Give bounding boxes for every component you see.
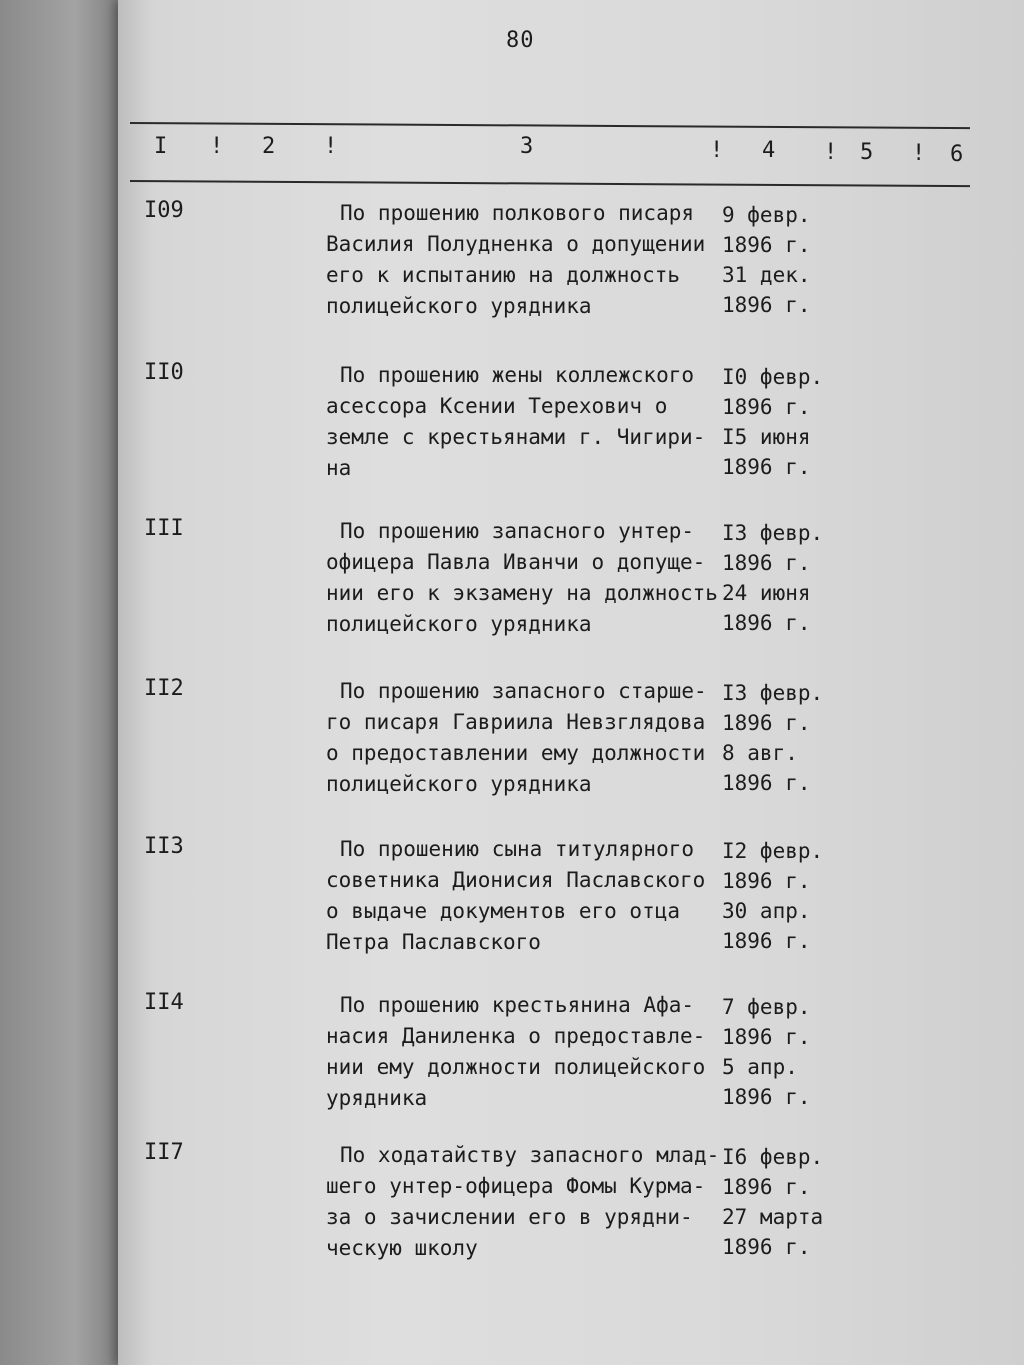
record-number: III xyxy=(144,516,184,541)
record-description-line: асессора Ксении Терехович о xyxy=(326,394,668,418)
header-separator: ! xyxy=(210,134,224,159)
header-col-2: 2 xyxy=(262,134,276,159)
page-number: 80 xyxy=(506,28,535,53)
record-description-line: По прошению запасного унтер- xyxy=(340,519,695,543)
record-number: I09 xyxy=(144,198,184,223)
record-description-line: полицейского урядника xyxy=(326,294,592,318)
record-number: II7 xyxy=(144,1140,184,1165)
record-description-line: Петра Паславского xyxy=(326,930,541,954)
record-description-line: урядника xyxy=(326,1086,428,1110)
record-description xyxy=(326,516,726,640)
record-description-line: По прошению жены коллежского xyxy=(340,363,695,387)
record-description-line: о предоставлении ему должности xyxy=(326,741,706,765)
record-date-line: 1896 г. xyxy=(722,929,811,953)
record-description xyxy=(326,1140,726,1264)
record-date-line: I3 февр. xyxy=(722,521,824,545)
record-description-line: советника Дионисия Паславского xyxy=(326,868,706,892)
record-description-line: По прошению сына титулярного xyxy=(340,837,695,861)
record-description xyxy=(326,198,726,322)
record-date-line: I2 февр. xyxy=(722,839,824,863)
header-separator: ! xyxy=(912,141,926,166)
record-description-line: на xyxy=(326,456,352,480)
record-description xyxy=(326,676,726,800)
record-description xyxy=(326,834,726,958)
record-date-line: 9 февр. xyxy=(722,203,811,227)
record-date-line: 1896 г. xyxy=(722,611,811,635)
document-page xyxy=(118,0,1024,1365)
record-dates xyxy=(722,518,823,638)
record-date-line: 1896 г. xyxy=(722,1175,811,1199)
record-dates xyxy=(722,1142,823,1262)
header-separator: ! xyxy=(824,140,838,165)
record-date-line: 1896 г. xyxy=(722,711,811,735)
record-date-line: 27 марта xyxy=(722,1205,824,1229)
record-dates xyxy=(722,992,811,1112)
header-col-4: 4 xyxy=(762,138,776,163)
record-description-line: нии его к экзамену на должность xyxy=(326,581,718,605)
record-description-line: ческую школу xyxy=(326,1236,478,1260)
record-date-line: I5 июня xyxy=(722,425,811,449)
record-date-line: 1896 г. xyxy=(722,771,811,795)
record-description-line: его к испытанию на должность xyxy=(326,263,681,287)
record-description xyxy=(326,990,726,1114)
record-description-line: полицейского урядника xyxy=(326,612,592,636)
header-col-5: 5 xyxy=(860,140,874,165)
record-description-line: о выдаче документов его отца xyxy=(326,899,681,923)
record-date-line: 30 апр. xyxy=(722,899,811,923)
record-date-line: 1896 г. xyxy=(722,869,811,893)
header-col-6: 6 xyxy=(950,142,964,167)
header-col-3: 3 xyxy=(520,134,534,159)
record-dates xyxy=(722,362,823,482)
record-date-line: 8 авг. xyxy=(722,741,798,765)
record-dates xyxy=(722,200,811,320)
record-number: II4 xyxy=(144,990,184,1015)
record-date-line: I0 февр. xyxy=(722,365,824,389)
record-date-line: 1896 г. xyxy=(722,551,811,575)
record-description-line: Василия Полудненка о допущении xyxy=(326,232,706,256)
header-separator: ! xyxy=(324,134,338,159)
record-date-line: 1896 г. xyxy=(722,1025,811,1049)
record-date-line: 1896 г. xyxy=(722,1085,811,1109)
record-date-line: 1896 г. xyxy=(722,455,811,479)
record-description-line: го писаря Гавриила Невзглядова xyxy=(326,710,706,734)
table-header-bottom-rule xyxy=(130,180,970,187)
record-number: II0 xyxy=(144,360,184,385)
record-description-line: По прошению полкового писаря xyxy=(340,201,695,225)
record-description-line: за о зачислении его в урядни- xyxy=(326,1205,693,1229)
header-separator: ! xyxy=(710,138,724,163)
record-dates xyxy=(722,836,823,956)
record-date-line: 31 дек. xyxy=(722,263,811,287)
record-date-line: 7 февр. xyxy=(722,995,811,1019)
table-header-top-rule xyxy=(130,122,970,129)
record-number: II2 xyxy=(144,676,184,701)
header-col-1: I xyxy=(154,134,168,159)
record-description-line: офицера Павла Иванчи о допуще- xyxy=(326,550,706,574)
record-date-line: 1896 г. xyxy=(722,395,811,419)
record-date-line: 5 апр. xyxy=(722,1055,798,1079)
record-description-line: насия Даниленка о предоставле- xyxy=(326,1024,706,1048)
record-dates xyxy=(722,678,823,798)
record-description-line: По прошению крестьянина Афа- xyxy=(340,993,695,1017)
record-description-line: нии ему должности полицейского xyxy=(326,1055,706,1079)
record-description-line: По ходатайству запасного млад- xyxy=(340,1143,720,1167)
record-date-line: 1896 г. xyxy=(722,233,811,257)
record-description-line: полицейского урядника xyxy=(326,772,592,796)
record-date-line: 24 июня xyxy=(722,581,811,605)
facing-page-edge xyxy=(0,0,125,1365)
record-number: II3 xyxy=(144,834,184,859)
record-date-line: I6 февр. xyxy=(722,1145,824,1169)
record-description-line: шего унтер-офицера Фомы Курма- xyxy=(326,1174,706,1198)
record-description xyxy=(326,360,726,484)
record-date-line: 1896 г. xyxy=(722,1235,811,1259)
record-date-line: 1896 г. xyxy=(722,293,811,317)
record-description-line: земле с крестьянами г. Чигири- xyxy=(326,425,706,449)
record-description-line: По прошению запасного старше- xyxy=(340,679,707,703)
record-date-line: I3 февр. xyxy=(722,681,824,705)
